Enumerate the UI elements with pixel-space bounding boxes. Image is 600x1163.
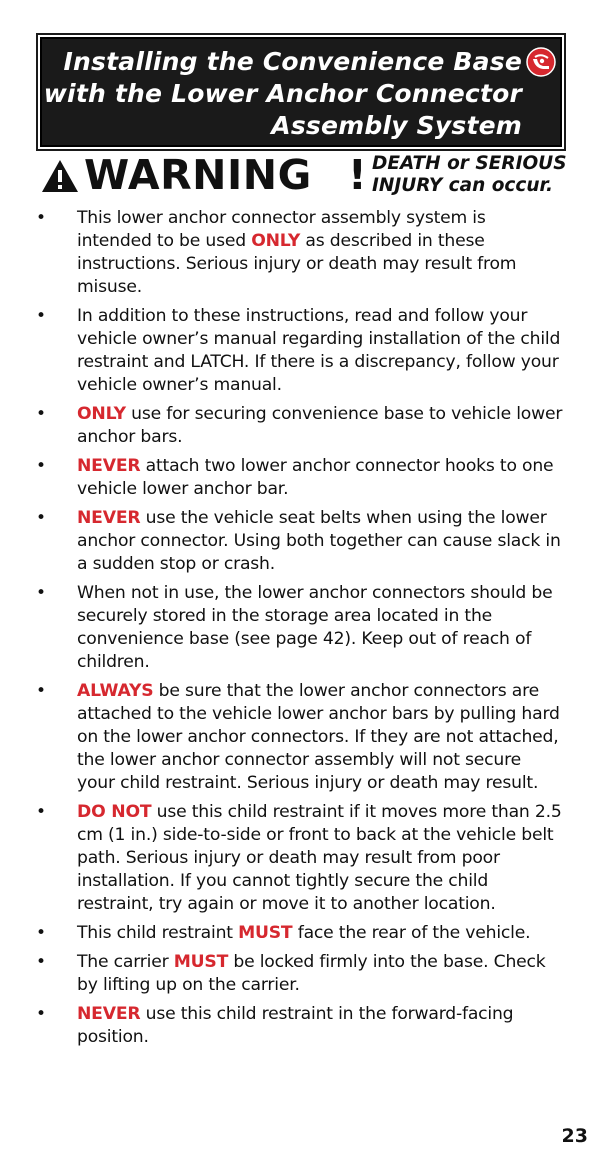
warning-item-text	[77, 207, 564, 299]
warning-item-text	[77, 1003, 564, 1049]
item-text-rest: use the vehicle seat belts when using the lower anchor connector. Using both together can cause slack in a sudden stop or crash.	[77, 508, 561, 574]
warning-list-item	[0, 403, 600, 449]
item-text-lead: This lower anchor connector assembly system is intended to be used	[77, 208, 486, 251]
title-line-1: Installing the Convenience Base	[63, 47, 522, 76]
item-text-rest: use for securing convenience base to vehicle lower anchor bars.	[77, 404, 563, 447]
warning-list-item	[0, 507, 600, 576]
item-text-rest: be sure that the lower anchor connectors are attached to the vehicle lower anchor bars by pulling hard on the lower anchor connectors. If they are not attached, the lower anchor connector assembly will not secure your child restraint. Serious injury or death may result.	[77, 681, 560, 793]
warning-item-text	[77, 455, 564, 501]
bullet-marker: •	[36, 1004, 47, 1024]
warning-list-item	[0, 680, 600, 795]
warning-exclamation: !	[348, 151, 367, 199]
warning-list-item	[0, 582, 600, 674]
infant-car-seat-icon	[526, 47, 556, 77]
warning-list-item	[0, 207, 600, 299]
bullet-marker: •	[36, 306, 47, 326]
emphasis-keyword: NEVER	[77, 456, 141, 476]
warning-list-item	[0, 922, 600, 945]
warning-word: WARNING	[84, 151, 312, 199]
warning-list-item	[0, 951, 600, 997]
item-text-lead: This child restraint	[77, 923, 239, 943]
warning-subtitle-line-2: INJURY can occur.	[372, 175, 554, 196]
warning-item-text	[77, 305, 564, 397]
item-text-lead: In addition to these instructions, read and follow your vehicle owner’s manual regarding installation of the child restraint and LATCH. If there is a discrepancy, follow your vehicle owner’s manual.	[77, 306, 561, 395]
title-line-3: Assembly System	[271, 111, 522, 140]
warning-subtitle-line-1: DEATH or SERIOUS	[372, 153, 567, 174]
warning-list-item	[0, 801, 600, 916]
warning-subtitle	[372, 153, 567, 197]
warning-item-text	[77, 507, 564, 576]
bullet-marker: •	[36, 404, 47, 424]
title-banner	[40, 37, 562, 147]
warning-item-text	[77, 582, 564, 674]
bullet-marker: •	[36, 583, 47, 603]
emphasis-keyword: ALWAYS	[77, 681, 154, 701]
warning-item-text	[77, 801, 564, 916]
item-text-lead: When not in use, the lower anchor connectors should be securely stored in the storage area located in the convenience base (see page 42). Keep out of reach of children.	[77, 583, 553, 672]
bullet-marker: •	[36, 456, 47, 476]
warning-item-text	[77, 922, 564, 945]
warning-list-item	[0, 305, 600, 397]
emphasis-keyword: NEVER	[77, 1004, 141, 1024]
title-line-2: with the Lower Anchor Connector	[43, 79, 522, 108]
bullet-marker: •	[36, 802, 47, 822]
warning-item-text	[77, 403, 564, 449]
item-text-rest: attach two lower anchor connector hooks to one vehicle lower anchor bar.	[77, 456, 554, 499]
item-text-rest: as described in these instructions. Serious injury or death may result from misuse.	[77, 231, 517, 297]
warning-heading	[40, 152, 570, 202]
bullet-marker: •	[36, 923, 47, 943]
warning-list-item	[0, 1003, 600, 1049]
warning-item-text	[77, 951, 564, 997]
page-number: 23	[561, 1125, 588, 1147]
item-text-rest: face the rear of the vehicle.	[292, 923, 531, 943]
bullet-marker: •	[36, 508, 47, 528]
emphasis-keyword: ONLY	[251, 231, 301, 251]
warning-list	[0, 207, 600, 1055]
item-text-rest: use this child restraint if it moves more than 2.5 cm (1 in.) side-to-side or front to back at the vehicle belt path. Serious injury or death may result from poor installation. If you cannot tightly secure the child restraint, try again or move it to another location.	[77, 802, 562, 914]
emphasis-keyword: MUST	[173, 952, 229, 972]
bullet-marker: •	[36, 208, 47, 228]
bullet-marker: •	[36, 952, 47, 972]
item-text-lead: The carrier	[77, 952, 174, 972]
bullet-marker: •	[36, 681, 47, 701]
emphasis-keyword: NEVER	[77, 508, 141, 528]
item-text-rest: use this child restraint in the forward-facing position.	[77, 1004, 514, 1047]
item-text-rest: be locked firmly into the base. Check by lifting up on the carrier.	[77, 952, 546, 995]
emphasis-keyword: ONLY	[77, 404, 126, 424]
emphasis-keyword: DO NOT	[77, 802, 152, 822]
warning-list-item	[0, 455, 600, 501]
warning-item-text	[77, 680, 564, 795]
warning-triangle-icon	[40, 158, 80, 194]
emphasis-keyword: MUST	[238, 923, 293, 943]
